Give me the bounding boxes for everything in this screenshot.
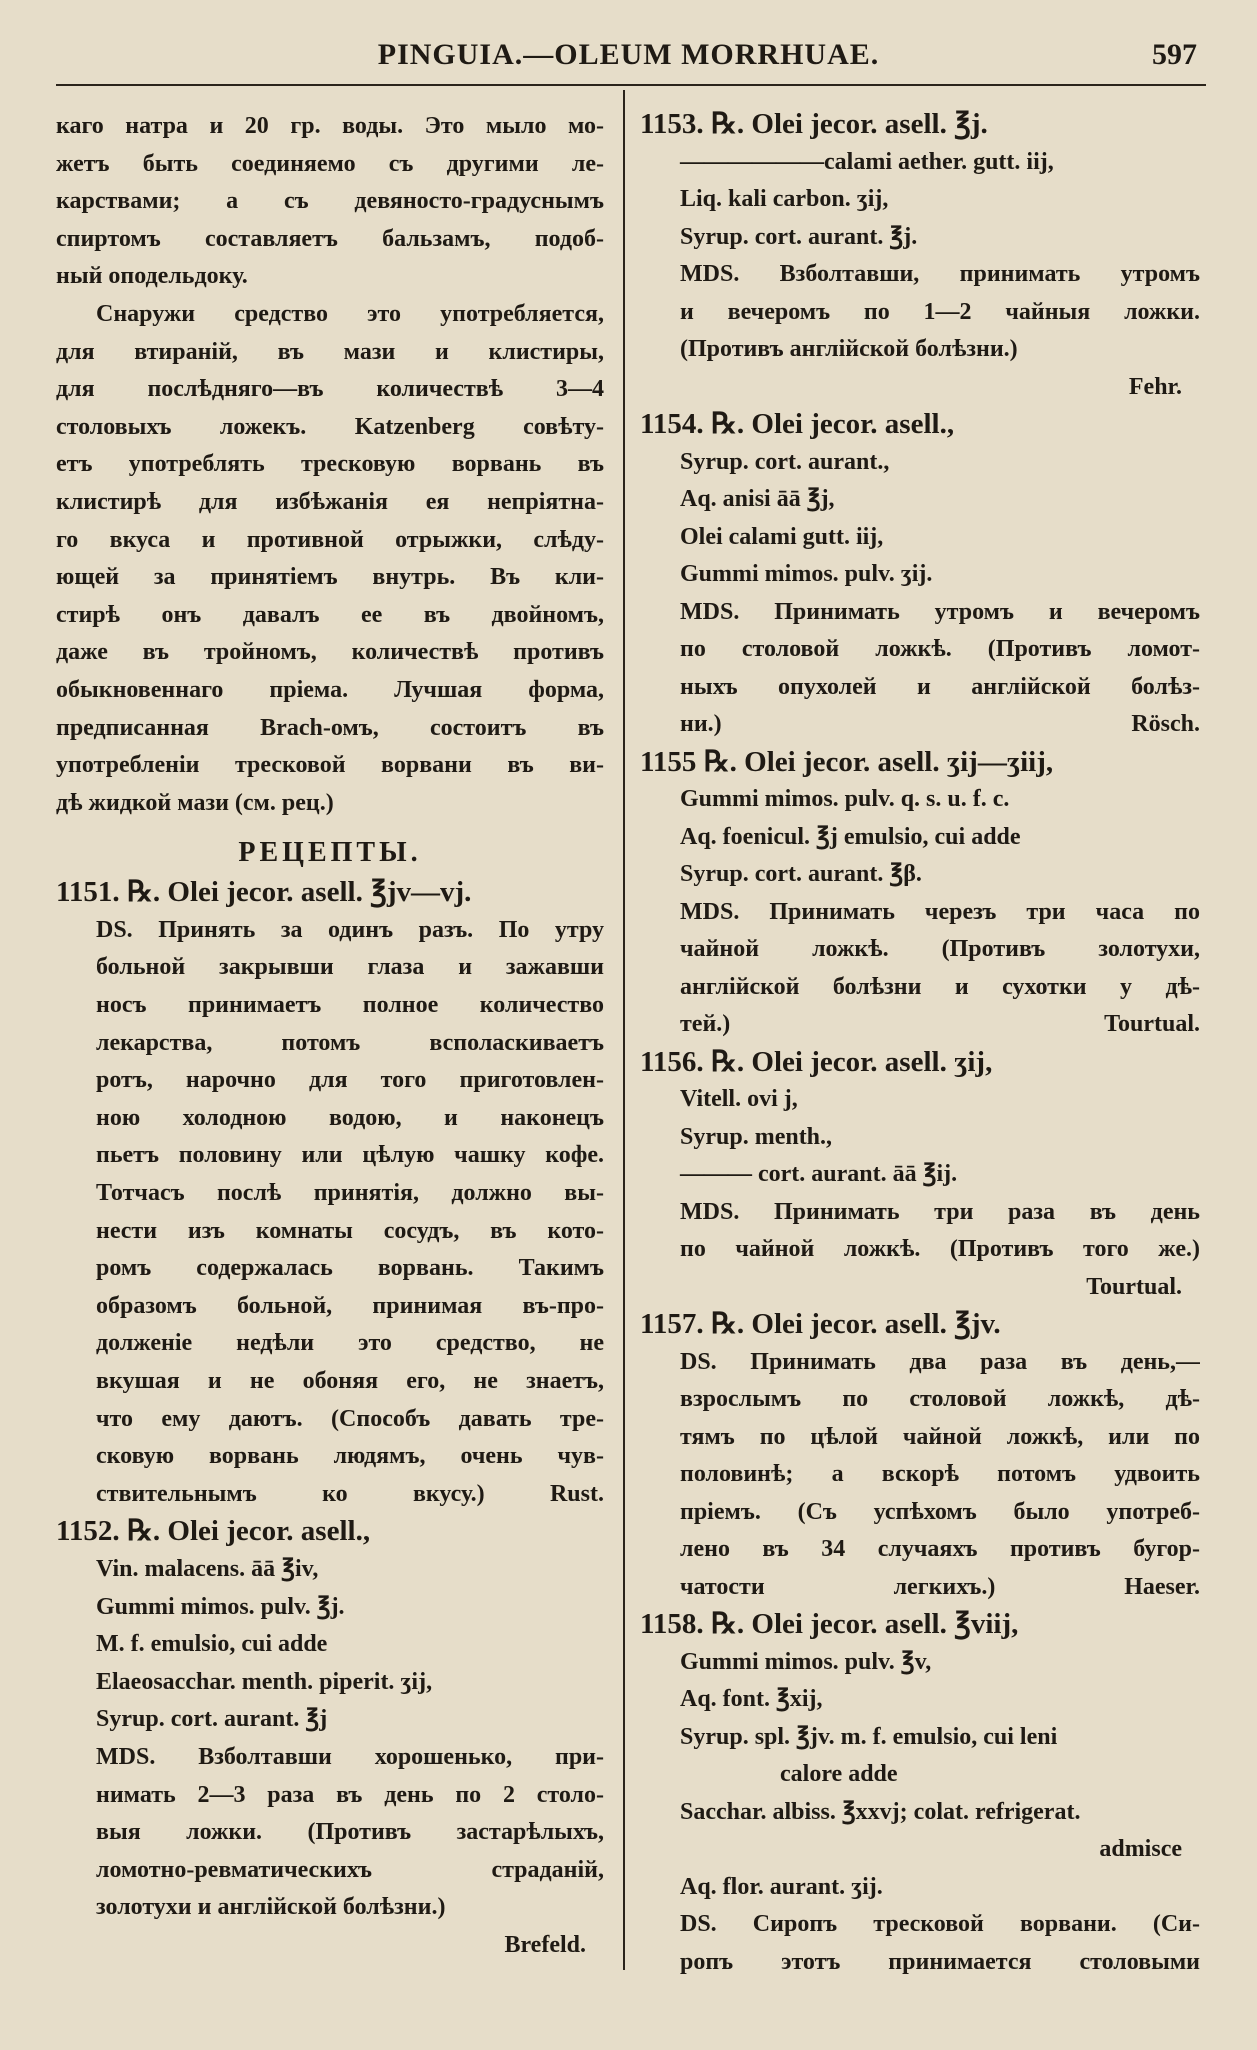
text-line: дѣ жидкой мази (см. рец.) [56, 789, 334, 816]
text-line: употребленіи тресковой ворвани въ ви- [56, 752, 604, 779]
text-line: ный оподельдоку. [56, 263, 248, 290]
text-line: Syrup. cort. aurant. ℥j. [680, 223, 918, 250]
text-line: англійской болѣзни и сухотки у дѣ- [680, 973, 1200, 1000]
text-line: спиртомъ составляетъ бальзамъ, подоб- [56, 225, 604, 252]
text-line: обыкновеннаго пріема. Лучшая форма, [56, 676, 604, 703]
text-line: носъ принимаетъ полное количество [96, 992, 604, 1019]
page-number: 597 [1152, 38, 1197, 71]
text-line: предписанная Brach-омъ, состоитъ въ [56, 714, 604, 741]
text-line: ни.) Rösch. [680, 711, 1200, 737]
author-signature: Brefeld. [504, 1931, 586, 1958]
text-line: долженіе недѣли это средство, не [96, 1330, 604, 1357]
text-line: половинѣ; а вскорѣ потомъ удвоить [680, 1461, 1200, 1487]
text-line: Syrup. spl. ℥jv. m. f. emulsio, cui leni [680, 1723, 1058, 1750]
text-line: ною холодною водою, и наконецъ [96, 1104, 604, 1131]
text-line: чатости легкихъ.) Haeser. [680, 1573, 1200, 1600]
text-line: ропъ этотъ принимается столовыми [680, 1948, 1200, 1975]
text-line: MDS. Принимать утромъ и вечеромъ [680, 598, 1200, 625]
text-line: Aq. font. ℥xij, [680, 1686, 823, 1712]
page-header [0, 38, 1257, 78]
text-line: Elaeosacchar. menth. piperit. ʒij, [96, 1668, 433, 1695]
text-line: Syrup. cort. aurant. ℥β. [680, 861, 922, 887]
text-line: лекарства, потомъ всполаскиваетъ [96, 1029, 604, 1056]
text-line: ныхъ опухолей и англійской болѣз- [680, 673, 1200, 700]
text-line: Aq. anisi āā ℥j, [680, 486, 835, 512]
text-line: и вечеромъ по 1—2 чайныя ложки. [680, 298, 1200, 325]
text-line: клистирѣ для избѣжанія ея непріятна- [56, 488, 604, 515]
text-line: лено въ 34 случаяхъ противъ бугор- [680, 1536, 1200, 1562]
text-line: что ему даютъ. (Способъ давать тре- [96, 1405, 604, 1432]
recipe-header-1152: 1152. ℞. Olei jecor. asell., [56, 1515, 371, 1548]
text-line: нести изъ комнаты сосудъ, въ кото- [96, 1217, 604, 1244]
text-line: Gummi mimos. pulv. ʒij. [680, 561, 933, 587]
text-line: жетъ быть соединяемо съ другими ле- [56, 150, 604, 177]
text-line: ротъ, нарочно для того приготовлен- [96, 1067, 604, 1094]
text-line: MDS. Взболтавши, принимать утромъ [680, 261, 1200, 287]
running-title: PINGUIA.—OLEUM MORRHUAE. [377, 38, 880, 71]
text-line: ствительнымъ ко вкусу.) Rust. [96, 1480, 604, 1507]
text-line: Gummi mimos. pulv. ℥v, [680, 1648, 932, 1675]
text-line: ющей за принятіемъ внутрь. Въ кли- [56, 564, 604, 591]
text-line: ——— cort. aurant. āā ℥ij. [680, 1161, 958, 1187]
text-line: (Противъ англійской болѣзни.) [680, 336, 1018, 362]
text-line: Gummi mimos. pulv. ℥j. [96, 1593, 345, 1620]
text-line: карствами; а съ девяносто-градуснымъ [56, 188, 604, 215]
right-column [640, 106, 1200, 1981]
recipe-header-1153: 1153. ℞. Olei jecor. asell. ℥j. [640, 108, 988, 140]
text-line: ромъ содержалась ворвань. Такимъ [96, 1255, 604, 1282]
text-line: Syrup. cort. aurant. ℥j [96, 1706, 328, 1733]
text-line: MDS. Принимать черезъ три часа по [680, 898, 1200, 925]
text-line: DS. Сиропъ тресковой ворвани. (Си- [680, 1911, 1200, 1937]
text-line: взрослымъ по столовой ложкѣ, дѣ- [680, 1386, 1200, 1412]
text-line: MDS. Взболтавши хорошенько, при- [96, 1743, 604, 1770]
text-line: Aq. foenicul. ℥j emulsio, cui adde [680, 823, 1021, 850]
text-line: admisce [1099, 1836, 1182, 1862]
text-line: Gummi mimos. pulv. q. s. u. f. c. [680, 786, 1010, 812]
text-line: DS. Принять за одинъ разъ. По утру [96, 916, 604, 943]
text-line: больной закрывши глаза и зажавши [96, 954, 604, 981]
text-line: Syrup. menth., [680, 1123, 833, 1150]
text-line: выя ложки. (Противъ застарѣлыхъ, [96, 1819, 604, 1846]
text-line: даже въ тройномъ, количествѣ противъ [56, 639, 604, 666]
author-signature: Tourtual. [1086, 1273, 1182, 1300]
text-line: тямъ по цѣлой чайной ложкѣ, или по [680, 1423, 1200, 1450]
text-line: Olei calami gutt. iij, [680, 523, 884, 550]
recipe-header-1158: 1158. ℞. Olei jecor. asell. ℥viij, [640, 1608, 1019, 1640]
text-line: calore adde [780, 1761, 898, 1787]
text-line: чайной ложкѣ. (Противъ золотухи, [680, 936, 1200, 962]
text-line: M. f. emulsio, cui adde [96, 1631, 328, 1658]
text-line: ——————calami aether. gutt. iij, [680, 148, 1054, 175]
text-line: по чайной ложкѣ. (Противъ того же.) [680, 1236, 1200, 1262]
text-line: стирѣ онъ давалъ ее въ двойномъ, [56, 601, 604, 628]
recipe-header-1155: 1155 ℞. Olei jecor. asell. ʒij—ʒiij, [640, 745, 1054, 778]
recipe-header-1157: 1157. ℞. Olei jecor. asell. ℥jv. [640, 1308, 1001, 1340]
recipe-header-1156: 1156. ℞. Olei jecor. asell. ʒij, [640, 1045, 993, 1078]
text-line: золотухи и англійской болѣзни.) [96, 1894, 446, 1921]
column-divider [623, 90, 625, 1970]
text-line: пьетъ половину или цѣлую чашку кофе. [96, 1142, 604, 1169]
section-heading: РЕЦЕПТЫ. [238, 837, 422, 869]
text-line: Тотчасъ послѣ принятія, должно вы- [96, 1180, 604, 1207]
text-line: ломотно-ревматическихъ страданій, [96, 1856, 604, 1883]
text-line: го вкуса и противной отрыжки, слѣду- [56, 526, 604, 553]
text-line: Aq. flor. aurant. ʒij. [680, 1873, 883, 1900]
text-line: Снаружи средство это употребляется, [96, 300, 604, 327]
text-line: для втираній, въ мази и клистиры, [56, 338, 604, 365]
text-line: тей.) Tourtual. [680, 1011, 1200, 1037]
text-line: MDS. Принимать три раза въ день [680, 1198, 1200, 1225]
text-line: Vin. malacens. āā ℥iv, [96, 1555, 319, 1582]
text-line: Sacchar. albiss. ℥xxvj; colat. refrigerat. [680, 1798, 1081, 1825]
text-line: по столовой ложкѣ. (Противъ ломот- [680, 636, 1200, 662]
author-signature: Fehr. [1128, 373, 1182, 400]
text-line: сковую ворвань людямъ, очень чув- [96, 1443, 604, 1470]
text-line: DS. Принимать два раза въ день,— [680, 1348, 1200, 1375]
recipe-header-1151: 1151. ℞. Olei jecor. asell. ℥jv—vj. [56, 876, 472, 909]
recipe-header-1154: 1154. ℞. Olei jecor. asell., [640, 408, 955, 440]
text-line: образомъ больной, принимая въ-про- [96, 1292, 604, 1319]
text-line: Vitell. ovi j, [680, 1086, 798, 1112]
text-line: пріемъ. (Съ успѣхомъ было употреб- [680, 1498, 1200, 1525]
text-line: нимать 2—3 раза въ день по 2 столо- [96, 1781, 604, 1808]
text-line: вкушая и не обоняя его, не знаетъ, [96, 1368, 604, 1394]
header-rule [56, 84, 1206, 86]
text-line: столовыхъ ложекъ. Katzenberg совѣту- [56, 413, 604, 440]
text-line: Liq. kali carbon. ʒij, [680, 186, 889, 212]
text-line: для послѣдняго—въ количествѣ 3—4 [56, 376, 604, 403]
text-line: Syrup. cort. aurant., [680, 448, 890, 475]
text-line: каго натра и 20 гр. воды. Это мыло мо- [56, 113, 604, 139]
text-line: етъ употреблять тресковую ворвань въ [56, 451, 604, 478]
left-column [56, 108, 604, 1965]
